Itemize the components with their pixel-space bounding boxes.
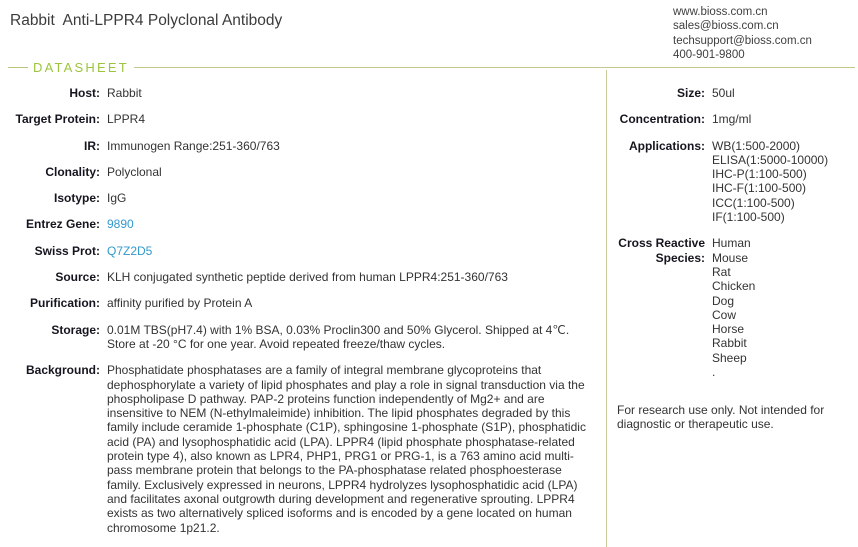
field-row	[0, 270, 601, 284]
field-value: affinity purified by Protein A	[107, 296, 253, 311]
field-label: Cross Reactive Species:	[618, 236, 705, 265]
right-fields	[606, 86, 856, 391]
field-value-line: IF(1:100-500)	[712, 210, 785, 225]
field-value	[107, 244, 601, 258]
field-value-line: IHC-F(1:100-500)	[712, 181, 807, 196]
field-value-line: Human	[712, 236, 751, 251]
field-label: Clonality:	[45, 164, 100, 179]
field-value: Polyclonal	[107, 164, 162, 179]
field-value	[712, 236, 856, 379]
field-value-line: Mouse	[712, 250, 749, 265]
field-value	[712, 86, 856, 100]
section-label: DATASHEET	[33, 60, 129, 75]
field-value-line: Sheep	[712, 350, 747, 365]
field-value	[712, 112, 856, 126]
field-row	[0, 323, 601, 352]
field-value-line: Chicken	[712, 279, 756, 294]
research-use-disclaimer: For research use only. Not intended for diagnostic or therapeutic use.	[617, 403, 825, 432]
external-link[interactable]: 9890	[107, 217, 134, 232]
field-value-line: ICC(1:100-500)	[712, 195, 795, 210]
datasheet-section-header	[8, 61, 855, 74]
field-row	[0, 165, 601, 179]
field-value-line: ELISA(1:5000-10000)	[712, 152, 829, 167]
field-row	[606, 86, 856, 100]
header-rule-line	[134, 67, 855, 68]
field-value-line: .	[712, 365, 716, 380]
field-value-line: IHC-P(1:100-500)	[712, 167, 807, 182]
field-row	[0, 217, 601, 231]
field-value-line: 1mg/ml	[712, 112, 752, 127]
field-value: Immunogen Range:251-360/763	[107, 138, 280, 153]
field-value: Rabbit	[107, 86, 142, 100]
field-value	[712, 139, 856, 225]
field-label: Storage:	[51, 322, 100, 337]
field-label: Source:	[55, 270, 100, 285]
field-value: 0.01M TBS(pH7.4) with 1% BSA, 0.03% Proclin300 and 50% Glycerol. Shipped at 4℃. Store at -20 °C for one year. Avoid repeated freeze/thaw cycles.	[107, 322, 570, 351]
contact-sales-email: sales@bioss.com.cn	[673, 20, 779, 33]
field-row	[606, 236, 856, 379]
field-value-line: Horse	[712, 322, 745, 337]
field-row	[0, 191, 601, 205]
field-row	[606, 112, 856, 126]
field-label: Purification:	[29, 296, 100, 311]
field-value-line: Rabbit	[712, 336, 747, 351]
contact-support-email: techsupport@bioss.com.cn	[673, 34, 812, 47]
field-value: LPPR4	[107, 112, 146, 127]
field-label: IR:	[84, 138, 100, 153]
field-label: Isotype:	[53, 191, 100, 206]
page-title: Rabbit Anti-LPPR4 Polyclonal Antibody	[10, 12, 283, 29]
field-row	[0, 296, 601, 310]
field-value: Phosphatidate phosphatases are a family of integral membrane glycoproteins that dephosphorylate a variety of lipid phosphates and play a role in signal transduction via the phospholipase D pathway. PAP-2 proteins function independently of Mg2+ and are insensitive to NEM (N-ethylmaleimide) inhibition. The lipid phosphates degraded by this family include ceramide 1-phosphate (C1P), sphingosine 1-phosphate (S1P), phosphatidic acid (PA) and lysophosphatidic acid (LPA). LPPR4 (lipid phosphate phosphatase-related protein type 4), also known as LPR4, PHP1, PRG1 or PRG-1, is a 763 amino acid multi-pass membrane protein that belongs to the PA-phosphatase related phosphoesterase family. Exclusively expressed in neurons, LPPR4 hydrolyzes lysophosphatidic acid (LPA) and facilitates axonal outgrowth during development and regenerative sprouting. LPPR4 exists as two alternatively spliced isoforms and is encoded by a gene located on human chromosome 1p21.2.	[107, 363, 586, 535]
field-row	[0, 112, 601, 126]
external-link[interactable]: Q7Z2D5	[107, 243, 153, 258]
field-label: Target Protein:	[15, 112, 100, 127]
field-label: Concentration:	[619, 112, 705, 127]
field-row	[0, 139, 601, 153]
field-value-line: Rat	[712, 264, 731, 279]
field-row	[0, 86, 601, 100]
field-value-line: WB(1:500-2000)	[712, 138, 801, 153]
contact-website: www.bioss.com.cn	[673, 6, 768, 18]
field-label: Entrez Gene:	[25, 217, 100, 232]
field-value: KLH conjugated synthetic peptide derived from human LPPR4:251-360/763	[107, 270, 508, 285]
field-row	[606, 139, 856, 225]
left-fields	[0, 86, 601, 547]
contact-block	[673, 5, 812, 62]
header-rule-dash	[8, 67, 28, 68]
field-label: Background:	[25, 363, 100, 378]
field-label: Applications:	[628, 138, 705, 153]
field-value	[107, 217, 601, 231]
field-label: Host:	[69, 86, 100, 100]
field-label: Size:	[676, 86, 705, 100]
field-row	[0, 363, 601, 535]
field-row	[0, 244, 601, 258]
field-value-line: 50ul	[712, 86, 735, 100]
field-label: Swiss Prot:	[34, 243, 100, 258]
field-value-line: Dog	[712, 293, 735, 308]
field-value-line: Cow	[712, 307, 737, 322]
field-value: IgG	[107, 191, 127, 206]
contact-phone: 400-901-9800	[673, 48, 745, 61]
